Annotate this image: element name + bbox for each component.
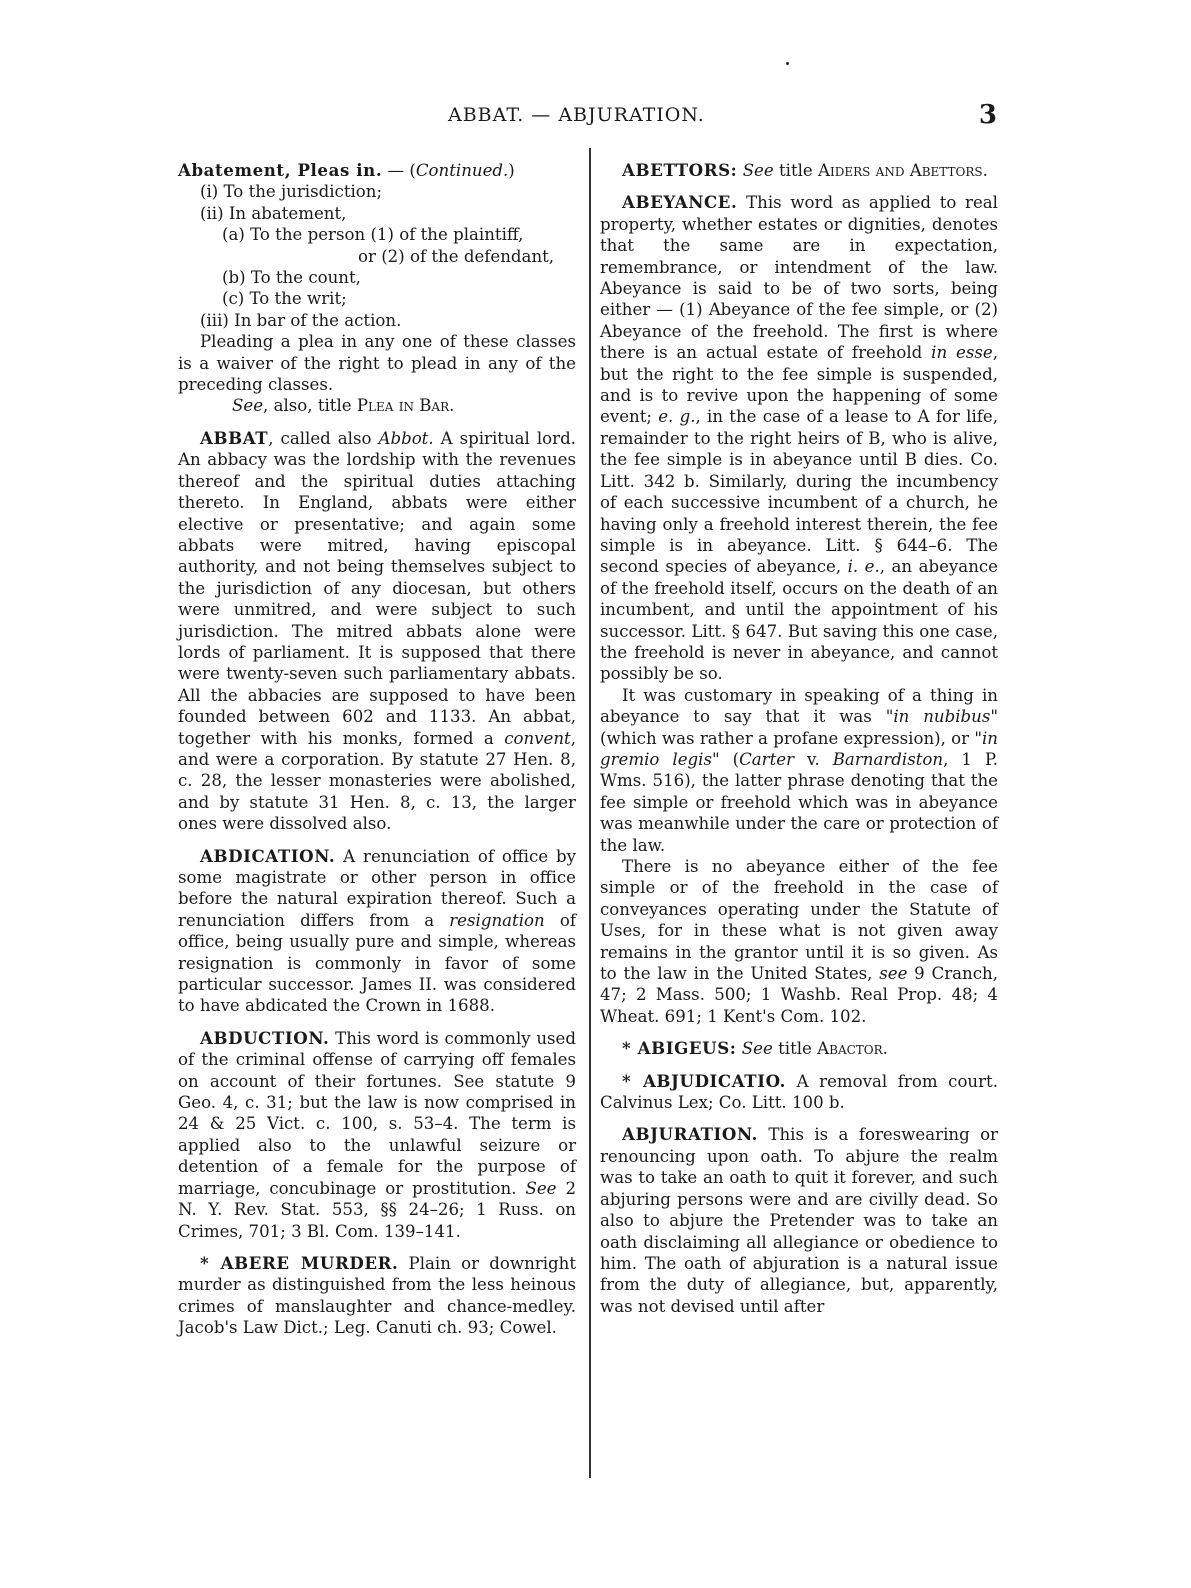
class-line: or (2) of the defendant, (358, 246, 555, 266)
headword: ABEYANCE. (622, 192, 738, 213)
class-line: (a) To the person (1) of the plaintiff, (222, 225, 524, 245)
class-line: (i) To the jurisdiction; (200, 182, 383, 202)
headword: * ABJUDICATIO. (622, 1070, 787, 1091)
column-divider (589, 148, 591, 1478)
class-line: (ii) In abatement, (200, 203, 347, 223)
headword: * ABIGEUS: (622, 1038, 737, 1059)
entry-abettors: ABETTORS: See title Aiders and Abettors. (622, 160, 988, 180)
left-column (178, 160, 576, 1339)
right-column (600, 160, 998, 1317)
entry-abdication: ABDICATION. A renunciation of office by some magistrate or other person in office before the natural expiration thereof. Such a renunciation differs from a resignation of office, being usually pure and simple, whereas resignation is commonly in favor of some particular successor. James II. was considered to have abdicated the Crown in 1688. (178, 845, 576, 1016)
entry-abjuration: ABJURATION. This is a foreswearing or renouncing upon oath. To abjure the realm was to take an oath to quit it forever, and such abjuring persons were and are civilly dead. So also to abjure the Pretender was to take an oath disclaiming all allegiance or obedience to him. The oath of abjuration is a natural issue from the duty of allegiance, but, apparently, was not devised until after (600, 1124, 998, 1316)
headword: ABJURATION. (622, 1124, 759, 1145)
abeyance-paragraph-3: There is no abeyance either of the fee simple or of the freehold in the case of conveyances operating under the Statute of Uses, for in these what is not given away remains in the grantor until it is so given. As to the law in the United States, see 9 Cranch, 47; 2 Mass. 500; 1 Washb. Real Prop. 48; 4 Wheat. 691; 1 Kent's Com. 102. (600, 857, 998, 1026)
headword: ABBAT (200, 427, 269, 448)
page-number: 3 (978, 100, 998, 130)
headword: ABDUCTION. (200, 1027, 330, 1048)
headword: * ABERE MURDER. (200, 1252, 399, 1273)
abeyance-paragraph-2: It was customary in speaking of a thing in abeyance to say that it was "in nubibus" (which was rather a profane expression), or "in gremio legis" (Carter v. Barnardiston, 1 P. Wms. 516), the latter phrase denoting that the fee simple or freehold which was in abeyance was meanwhile under the care or protection of the law. (600, 685, 998, 855)
stray-dot (786, 62, 789, 65)
headword: ABETTORS: (622, 160, 738, 180)
abatement-body: Pleading a plea in any one of these classes is a waiver of the right to plead in any of the preceding classes. (178, 332, 576, 395)
entry-abere-murder: * ABERE MURDER. Plain or downright murder as distinguished from the less heinous crimes of manslaughter and chance-medley. Jacob's Law Dict.; Leg. Canuti ch. 93; Cowel. (178, 1252, 577, 1338)
entry-abjudicatio: * ABJUDICATIO. A removal from court. Calvinus Lex; Co. Litt. 100 b. (600, 1070, 998, 1113)
entry-abbat: ABBAT, called also Abbot. A spiritual lord. An abbacy was the lordship with the revenues thereof and the spiritual duties attaching thereto. In England, abbats were either elective or presentative; and again some abbats were mitred, having episcopal authority, and not being themselves subject to the jurisdiction of any diocesan, but others were unmitred, and were subject to such jurisdiction. The mitred abbats alone were lords of parliament. It is supposed that there were twenty-seven such parliamentary abbats. All the abbacies are supposed to have been founded between 602 and 1133. An abbat, together with his monks, formed a convent, and were a corporation. By statute 27 Hen. 8, c. 28, the lesser monasteries were abolished, and by statute 31 Hen. 8, c. 13, the larger ones were dissolved also. (178, 427, 576, 834)
entry-abatement (178, 160, 576, 417)
abatement-heading-line: Abatement, Pleas in. — (Continued.) (178, 160, 515, 180)
class-line: (iii) In bar of the action. (200, 310, 402, 330)
headword: Abatement, Pleas in. (178, 160, 383, 180)
entry-abeyance: ABEYANCE. This word as applied to real property, whether estates or dignities, denotes that the same are in expectation, remembrance, or intendment of the law. Abeyance is said to be of two sorts, being either — (1) Abeyance of the fee simple, or (2) Abeyance of the freehold. The first is where there is an actual estate of freehold in esse, but the right to the fee simple is suspended, and is to revive upon the happening of some event; e. g., in the case of a lease to A for life, remainder to the right heirs of B, who is alive, the fee simple is in abeyance until B dies. Co. Litt. 342 b. Similarly, during the incumbency of each successive incumbent of a church, he having only a freehold interest therein, the fee simple is in abeyance. Litt. § 644–6. The second species of abeyance, i. e., an abeyance of the freehold itself, occurs on the death of an incumbent, and until the appointment of his successor. Litt. § 647. But saving this one case, the freehold is never in abeyance, and cannot possibly be so. (600, 192, 999, 684)
entry-abduction: ABDUCTION. This word is commonly used of the criminal offense of carrying off females on account of their fortunes. See statute 9 Geo. 4, c. 31; but the law is now comprised in 24 & 25 Vict. c. 100, s. 53–4. The term is applied also to the unlawful seizure or detention of a female for the purpose of marriage, concubinage or prostitution. See 2 N. Y. Rev. Stat. 553, §§ 24–26; 1 Russ. on Crimes, 701; 3 Bl. Com. 139–141. (178, 1027, 576, 1241)
running-title: ABBAT. — ABJURATION. (448, 104, 705, 126)
headword: ABDICATION. (200, 845, 336, 866)
class-line: (c) To the writ; (222, 289, 347, 309)
cross-reference: See, also, title Plea in Bar. (232, 396, 455, 416)
entry-abigeus: * ABIGEUS: See title Abactor. (622, 1038, 888, 1059)
class-line: (b) To the count, (222, 268, 361, 288)
